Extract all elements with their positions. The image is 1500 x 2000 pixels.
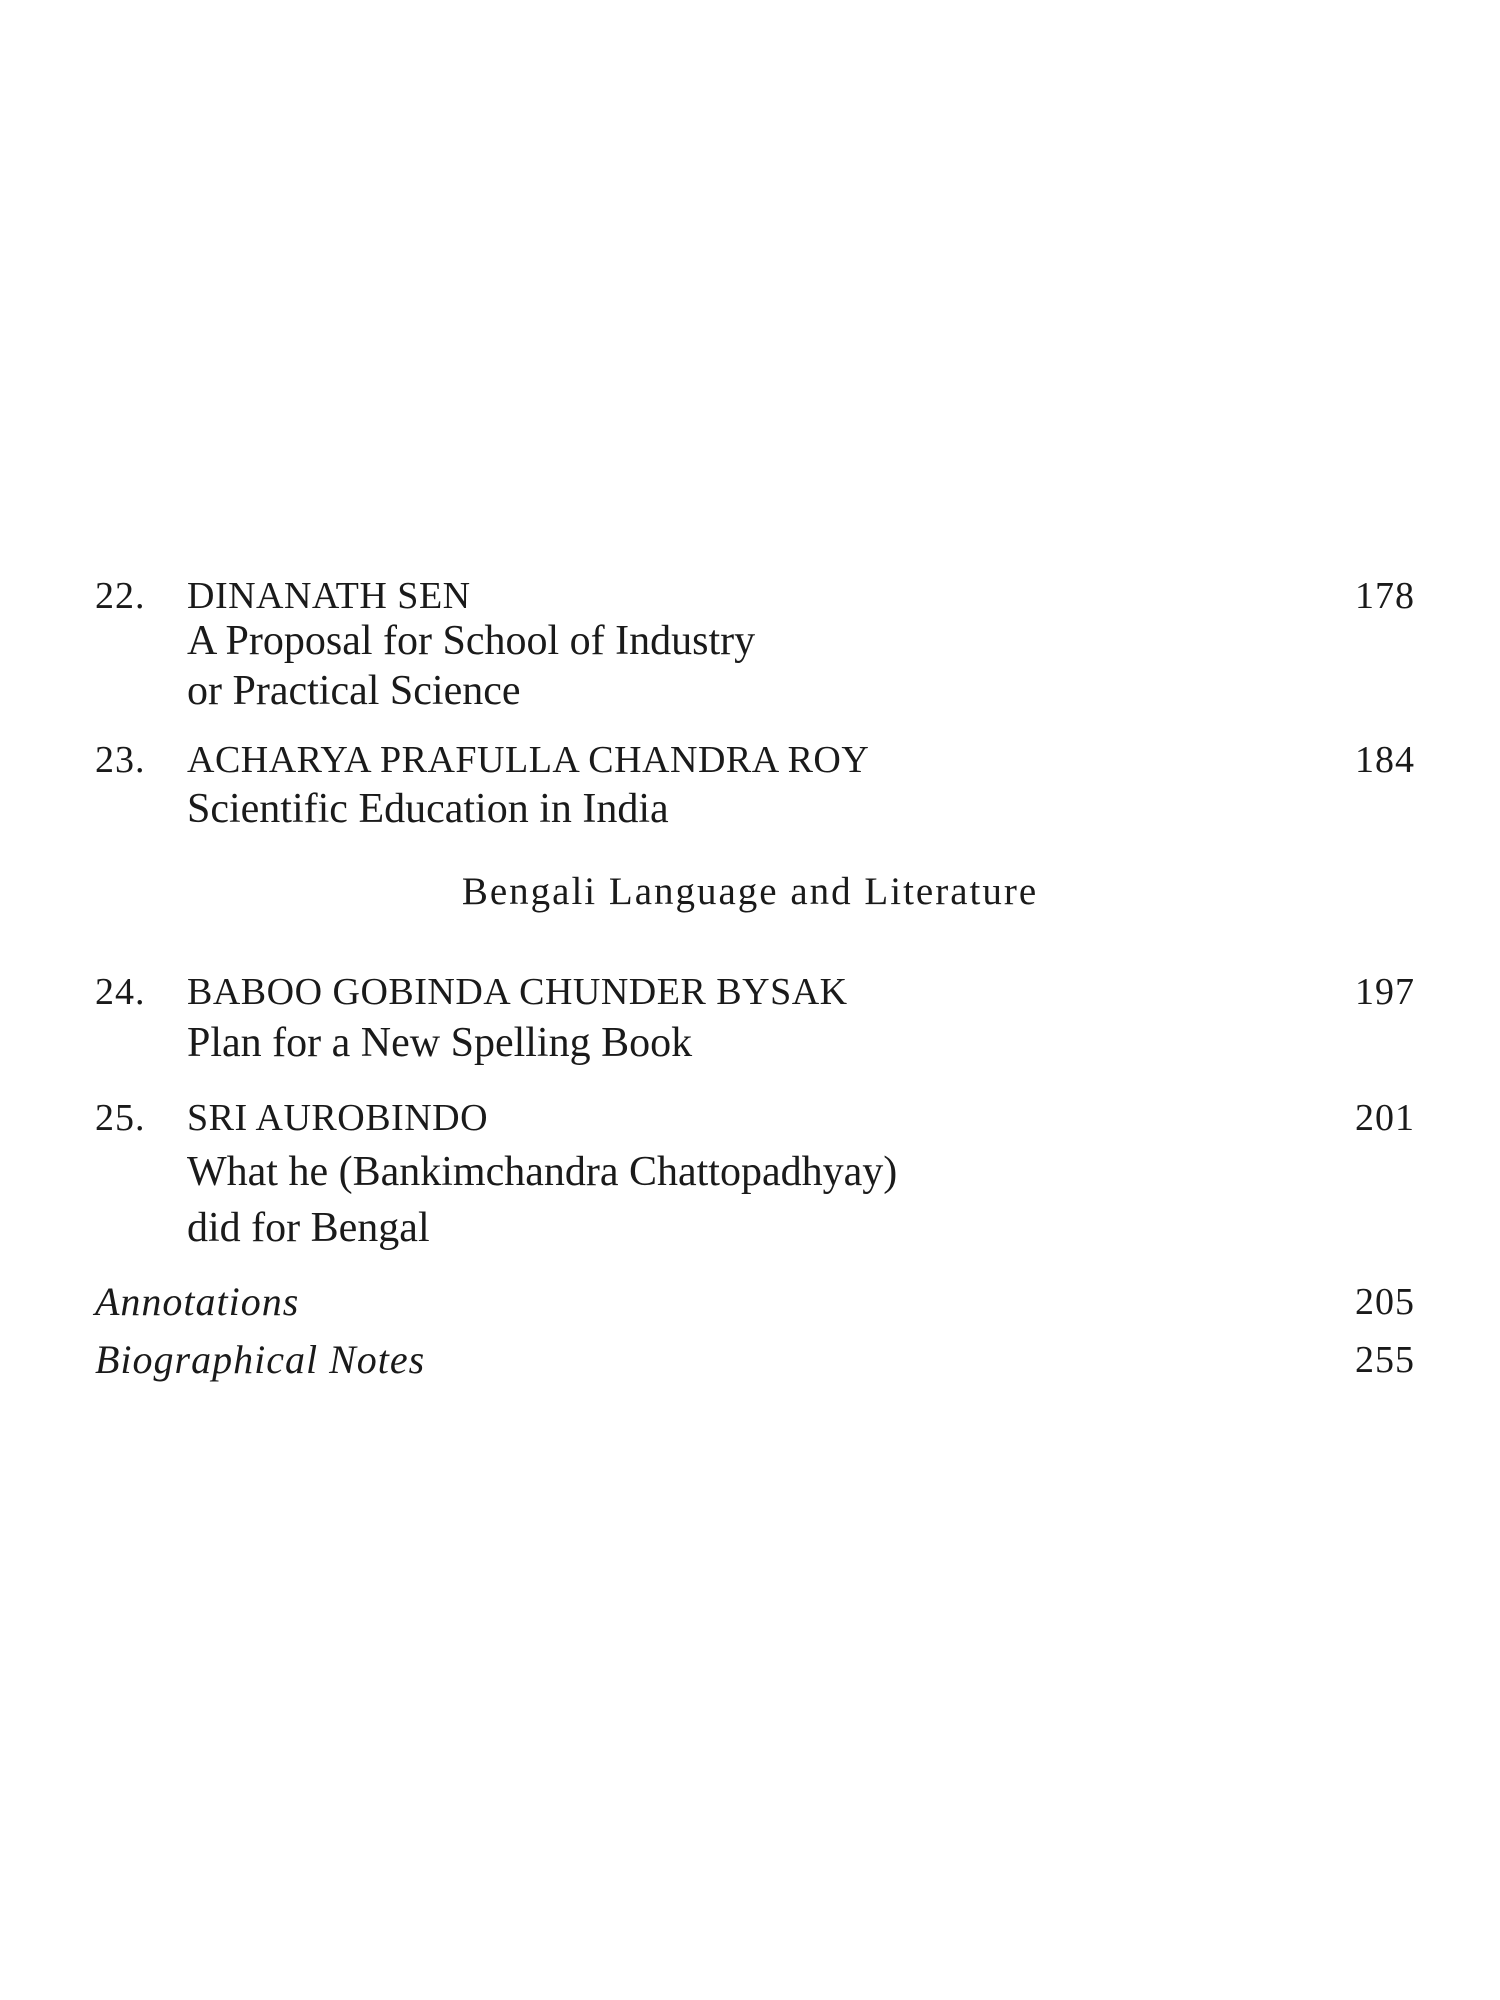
toc-entry-23 [95, 736, 1415, 836]
entry-number: 25. [95, 1097, 146, 1139]
toc-entry-24 [95, 968, 1415, 1068]
entry-number: 24. [95, 971, 146, 1013]
back-matter-label: Biographical Notes [95, 1337, 426, 1382]
toc-entry-biographical-notes [95, 1336, 1415, 1386]
back-matter-label: Annotations [95, 1279, 300, 1324]
entry-title: A Proposal for School of Industry or Practical Science [187, 618, 756, 714]
entry-title: Scientific Education in India [187, 786, 669, 832]
entry-page-number: 184 [1355, 739, 1415, 781]
back-matter-page-number: 205 [1355, 1281, 1415, 1323]
entry-page-number: 178 [1355, 575, 1415, 617]
toc-entry-22 [95, 572, 1415, 722]
entry-author: ACHARYA PRAFULLA CHANDRA ROY [187, 739, 870, 781]
entry-author: BABOO GOBINDA CHUNDER BYSAK [187, 971, 848, 1013]
entry-title: Plan for a New Spelling Book [187, 1020, 693, 1066]
entry-number: 22. [95, 575, 146, 617]
entry-author: DINANATH SEN [187, 575, 471, 617]
toc-entry-25 [95, 1094, 1415, 1254]
entry-page-number: 197 [1355, 971, 1415, 1013]
entry-page-number: 201 [1355, 1097, 1415, 1139]
back-matter-page-number: 255 [1355, 1339, 1415, 1381]
entry-author: SRI AUROBINDO [187, 1097, 489, 1139]
section-heading: Bengali Language and Literature [461, 870, 1039, 913]
entry-number: 23. [95, 739, 146, 781]
toc-entry-annotations [95, 1278, 1415, 1328]
entry-title: What he (Bankimchandra Chattopadhyay) did for Bengal [187, 1149, 898, 1251]
